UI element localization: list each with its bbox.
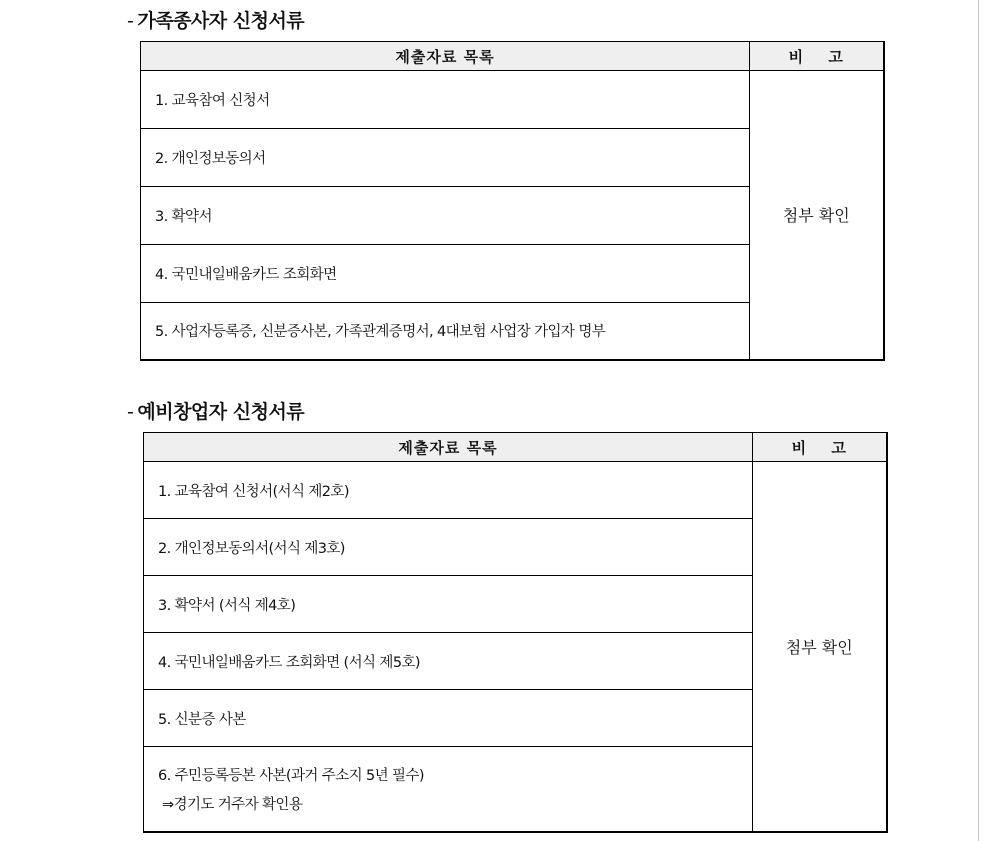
prospective-founder-documents-table	[143, 432, 888, 833]
header-document-list: 제출자료 목록	[144, 433, 753, 462]
section1-title-text: 가족종사자 신청서류	[137, 10, 305, 32]
document-item: 3. 확약서	[141, 187, 750, 245]
document-item: 1. 교육참여 신청서(서식 제2호)	[144, 462, 753, 519]
document-item-text: 6. 주민등록등본 사본(과거 주소지 5년 필수)	[158, 767, 424, 784]
document-item-multiline	[144, 747, 753, 832]
document-item: 3. 확약서 (서식 제4호)	[144, 576, 753, 633]
table-row	[141, 71, 884, 129]
section-title-family-worker	[127, 6, 304, 33]
document-item: 2. 개인정보동의서	[141, 129, 750, 187]
document-item: 5. 사업자등록증, 신분증사본, 가족관계증명서, 4대보험 사업장 가입자 명부	[141, 303, 750, 360]
header-document-list: 제출자료 목록	[141, 42, 750, 71]
document-item: 4. 국민내일배움카드 조회화면	[141, 245, 750, 303]
dash-marker: -	[127, 10, 134, 32]
dash-marker: -	[127, 401, 134, 423]
document-item: 5. 신분증 사본	[144, 690, 753, 747]
table-header-row	[141, 42, 884, 71]
attachment-check-note: 첨부 확인	[753, 462, 887, 832]
document-item-subnote: ⇒경기도 거주자 확인용	[162, 796, 303, 813]
document-item: 2. 개인정보동의서(서식 제3호)	[144, 519, 753, 576]
section-title-prospective-founder	[127, 397, 304, 424]
document-item: 4. 국민내일배움카드 조회화면 (서식 제5호)	[144, 633, 753, 690]
attachment-check-note: 첨부 확인	[750, 71, 884, 360]
family-worker-documents-table	[140, 41, 885, 361]
header-note: 비 고	[750, 42, 884, 71]
page-edge-line	[978, 0, 979, 841]
table-row	[144, 462, 887, 519]
header-note: 비 고	[753, 433, 887, 462]
document-item: 1. 교육참여 신청서	[141, 71, 750, 129]
table-header-row	[144, 433, 887, 462]
section2-title-text: 예비창업자 신청서류	[137, 401, 305, 423]
